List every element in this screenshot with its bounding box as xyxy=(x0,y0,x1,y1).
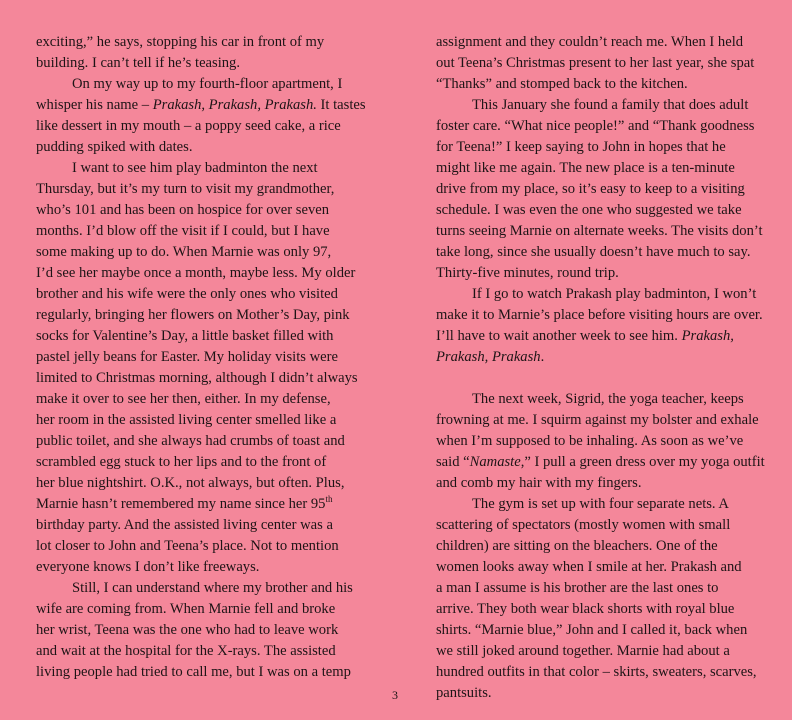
text-line xyxy=(436,263,758,284)
line-text: pantsuits. xyxy=(436,685,492,701)
line-text: It tastes xyxy=(316,97,366,113)
text-line xyxy=(36,557,358,578)
superscript: th xyxy=(325,494,333,505)
line-text: shirts. “Marnie blue,” John and I called it, back when xyxy=(436,622,748,638)
italic-text: Prakash, Prakash, Prakash. xyxy=(152,97,317,113)
line-text: foster care. “What nice people!” and “Thank goodness xyxy=(436,118,755,134)
line-text: her wrist, Teena was the one who had to leave work xyxy=(36,622,339,638)
line-text: months. I’d blow off the visit if I could, but I have xyxy=(36,223,330,239)
line-text: socks for Valentine’s Day, a little basket filled with xyxy=(36,328,334,344)
text-line xyxy=(436,473,758,494)
line-text: and wait at the hospital for the X-rays. The assisted xyxy=(36,643,336,659)
text-line xyxy=(436,683,758,704)
line-text: drive from my place, so it’s easy to keep to a visiting xyxy=(436,181,745,197)
line-text: when I’m supposed to be inhaling. As soon as we’ve xyxy=(436,433,744,449)
text-line xyxy=(436,536,758,557)
text-line xyxy=(36,200,358,221)
text-line xyxy=(36,137,358,158)
text-line xyxy=(436,284,758,305)
text-line xyxy=(436,410,758,431)
text-line xyxy=(36,242,358,263)
line-text: assignment and they couldn’t reach me. When I held xyxy=(436,34,744,50)
text-line xyxy=(36,53,358,74)
text-line xyxy=(36,494,358,515)
line-text: said “ xyxy=(436,454,470,470)
text-line xyxy=(436,95,758,116)
text-line xyxy=(436,242,758,263)
text-line xyxy=(36,32,358,53)
line-text: I’ll have to wait another week to see him. xyxy=(436,328,682,344)
text-line xyxy=(36,326,358,347)
text-line xyxy=(436,452,765,473)
line-text: limited to Christmas morning, although I didn’t always xyxy=(36,370,358,386)
text-line xyxy=(36,452,358,473)
text-line xyxy=(436,158,758,179)
text-line xyxy=(36,431,358,452)
text-line xyxy=(436,494,758,515)
italic-text: Prakash, Prakash xyxy=(436,349,541,365)
section-break xyxy=(436,368,758,389)
text-line xyxy=(36,158,358,179)
line-text: we still joked around together. Marnie had about a xyxy=(436,643,730,659)
line-text: The next week, Sigrid, the yoga teacher, keeps xyxy=(472,391,744,407)
line-text: her blue nightshirt. O.K., not always, but often. Plus, xyxy=(36,475,345,491)
text-line xyxy=(36,578,358,599)
line-text: . xyxy=(540,349,545,365)
line-text: children) are sitting on the bleachers. One of the xyxy=(436,538,718,554)
line-text: who’s 101 and has been on hospice for over seven xyxy=(36,202,330,218)
text-line xyxy=(36,620,358,641)
line-text: Thursday, but it’s my turn to visit my grandmother, xyxy=(36,181,335,197)
line-text: building. I can’t tell if he’s teasing. xyxy=(36,55,240,71)
text-line xyxy=(436,32,758,53)
line-text: everyone knows I don’t like freeways. xyxy=(36,559,260,575)
right-column xyxy=(436,32,765,704)
line-text: The gym is set up with four separate nets. A xyxy=(472,496,729,512)
line-text: some making up to do. When Marnie was only 97, xyxy=(36,244,332,260)
line-text: a man I assume is his brother are the last ones to xyxy=(436,580,719,596)
text-line xyxy=(36,662,358,683)
line-text: brother and his wife were the only ones who visited xyxy=(36,286,338,302)
line-text: lot closer to John and Teena’s place. Not to mention xyxy=(36,538,339,554)
text-line xyxy=(436,431,758,452)
text-line xyxy=(436,515,758,536)
line-text: pudding spiked with dates. xyxy=(36,139,193,155)
text-line xyxy=(436,662,758,683)
line-text: and comb my hair with my fingers. xyxy=(436,475,642,491)
line-text: I’d see her maybe once a month, maybe less. My older xyxy=(36,265,356,281)
text-line xyxy=(436,620,758,641)
line-text: schedule. I was even the one who suggested we take xyxy=(436,202,742,218)
text-line xyxy=(36,473,358,494)
line-text: exciting,” he says, stopping his car in front of my xyxy=(36,34,325,50)
line-text: take long, since she usually doesn’t have much to say. xyxy=(436,244,751,260)
line-text: frowning at me. I squirm against my bolster and exhale xyxy=(436,412,759,428)
italic-text: Namaste xyxy=(469,454,521,470)
line-text: Marnie hasn’t remembered my name since her 95 xyxy=(36,496,326,512)
text-line xyxy=(36,284,358,305)
line-text: like dessert in my mouth – a poppy seed cake, a rice xyxy=(36,118,341,134)
line-text: her room in the assisted living center smelled like a xyxy=(36,412,337,428)
text-line xyxy=(436,557,758,578)
text-line xyxy=(36,263,358,284)
text-line xyxy=(36,599,358,620)
text-line xyxy=(436,74,758,95)
text-line xyxy=(36,410,358,431)
line-text: regularly, bringing her flowers on Mother’s Day, pink xyxy=(36,307,350,323)
text-line xyxy=(36,641,358,662)
line-text: On my way up to my fourth-floor apartment, I xyxy=(72,76,343,92)
line-text: scrambled egg stuck to her lips and to the front of xyxy=(36,454,327,470)
text-line xyxy=(36,515,358,536)
line-text: Still, I can understand where my brother and his xyxy=(72,580,353,596)
text-line xyxy=(36,536,358,557)
line-text: make it over to see her then, either. In my defense, xyxy=(36,391,331,407)
line-text: whisper his name – xyxy=(36,97,153,113)
text-line xyxy=(36,389,358,410)
text-line xyxy=(436,578,758,599)
line-text: scattering of spectators (mostly women with small xyxy=(436,517,731,533)
line-text: public toilet, and she always had crumbs of toast and xyxy=(36,433,345,449)
text-line xyxy=(436,305,763,326)
text-line xyxy=(436,641,758,662)
line-text: ,” I pull a green dress over my yoga outfit xyxy=(520,454,765,470)
line-text: I want to see him play badminton the next xyxy=(72,160,318,176)
text-line xyxy=(36,347,358,368)
line-text: “Thanks” and stomped back to the kitchen. xyxy=(436,76,688,92)
text-line xyxy=(36,368,358,389)
line-text: This January she found a family that does adult xyxy=(472,97,749,113)
text-line xyxy=(36,305,358,326)
text-line xyxy=(436,347,758,368)
line-text: women looks away when I smile at her. Prakash and xyxy=(436,559,742,575)
text-line xyxy=(436,389,758,410)
text-line xyxy=(436,179,758,200)
line-text: might like me again. The new place is a ten-minute xyxy=(436,160,735,176)
line-text: make it to Marnie’s place before visiting hours are over. xyxy=(436,307,763,323)
left-column xyxy=(36,32,366,683)
text-line xyxy=(436,137,758,158)
line-text: hundred outfits in that color – skirts, sweaters, scarves, xyxy=(436,664,757,680)
text-line xyxy=(436,116,758,137)
line-text: living people had tried to call me, but I was on a temp xyxy=(36,664,351,680)
text-line xyxy=(436,221,763,242)
line-text: for Teena!” I keep saying to John in hopes that he xyxy=(436,139,726,155)
page-number: 3 xyxy=(392,688,398,702)
line-text: turns seeing Marnie on alternate weeks. The visits don’t xyxy=(436,223,763,239)
text-line xyxy=(36,95,366,116)
text-line xyxy=(436,200,758,221)
italic-text: Prakash, xyxy=(681,328,734,344)
text-line xyxy=(36,116,358,137)
line-text: wife are coming from. When Marnie fell and broke xyxy=(36,601,336,617)
line-text: pastel jelly beans for Easter. My holiday visits were xyxy=(36,349,338,365)
text-line xyxy=(436,53,758,74)
text-line xyxy=(36,221,358,242)
line-text: out Teena’s Christmas present to her last year, she spat xyxy=(436,55,755,71)
line-text: Thirty-five minutes, round trip. xyxy=(436,265,619,281)
text-line xyxy=(36,179,358,200)
line-text: birthday party. And the assisted living center was a xyxy=(36,517,333,533)
line-text: arrive. They both wear black shorts with royal blue xyxy=(436,601,735,617)
text-line xyxy=(436,599,758,620)
text-line xyxy=(436,326,758,347)
line-text: If I go to watch Prakash play badminton, I won’t xyxy=(472,286,757,302)
text-line xyxy=(36,74,358,95)
